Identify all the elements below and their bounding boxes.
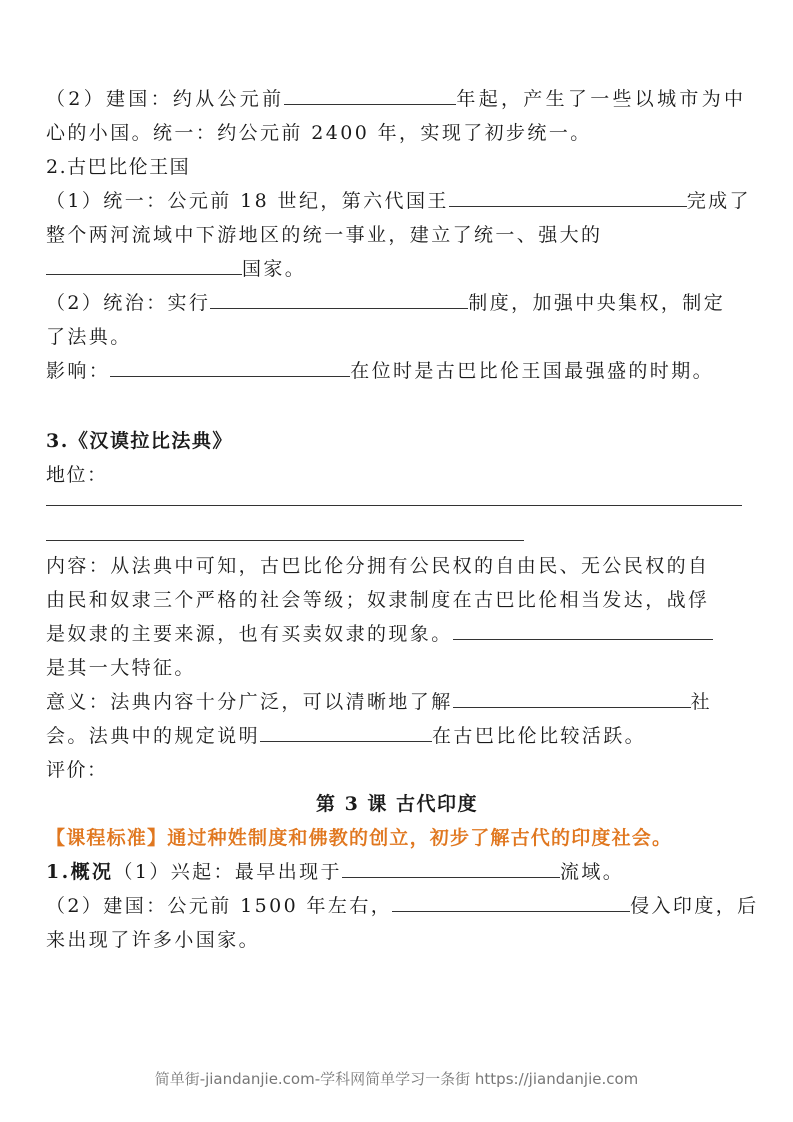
fill-blank[interactable] <box>392 889 630 912</box>
line-meaning-cont <box>46 719 748 753</box>
text: 了法典。 <box>46 326 132 348</box>
text: 影响： <box>46 360 111 382</box>
line-founding <box>46 82 748 116</box>
line-india-founding <box>46 889 759 923</box>
line-overview <box>46 855 748 889</box>
text: 年起，产生了一些以城市为中 <box>456 88 747 110</box>
line-evaluation <box>46 753 748 787</box>
footer-watermark: 简单街-jiandanjie.com-学科网简单学习一条街 https://jiandanjie.com <box>154 1070 639 1088</box>
fill-blank[interactable] <box>453 685 691 708</box>
text: 地位： <box>46 464 108 486</box>
line-meaning <box>46 685 748 719</box>
text: 来出现了许多小国家。 <box>46 929 261 951</box>
line-content-1 <box>46 549 748 583</box>
text: 是其一大特征。 <box>46 657 196 679</box>
lesson-title <box>46 787 748 821</box>
line-unify-end <box>46 252 748 286</box>
section-title-code <box>46 424 748 458</box>
text: 制度，加强中央集权，制定 <box>468 292 726 314</box>
line-impact <box>46 354 748 388</box>
text: （1）统一：公元前 18 世纪，第六代国王 <box>46 190 449 212</box>
text: 2.古巴比伦王国 <box>46 156 191 178</box>
text: 3.《汉谟拉比法典》 <box>46 430 233 452</box>
line-rule <box>46 286 748 320</box>
text: 在位时是古巴比伦王国最强盛的时期。 <box>350 360 715 382</box>
fill-blank[interactable] <box>453 617 713 640</box>
text: 意义：法典内容十分广泛，可以清晰地了解 <box>46 691 453 713</box>
fill-blank[interactable] <box>260 719 432 742</box>
line-unification <box>46 116 748 150</box>
text: 整个两河流域中下游地区的统一事业，建立了统一、强大的 <box>46 224 603 246</box>
text: （2）建国：约从公元前 <box>46 88 285 110</box>
text: 侵入印度，后 <box>630 895 759 917</box>
text: 会。法典中的规定说明 <box>46 725 261 747</box>
text: 【课程标准】通过种姓制度和佛教的创立，初步了解古代的印度社会。 <box>46 827 673 849</box>
text: 第 3 课 古代印度 <box>315 793 479 815</box>
worksheet-page <box>46 82 759 957</box>
fill-blank[interactable] <box>46 252 242 275</box>
text: 心的小国。统一：约公元前 2400 年，实现了初步统一。 <box>46 122 592 144</box>
text: （2）统治：实行 <box>46 292 211 314</box>
course-standard <box>46 821 748 855</box>
text: 国家。 <box>242 258 307 280</box>
fill-blank[interactable] <box>342 855 560 878</box>
line-status <box>46 458 748 492</box>
line-unify-cont <box>46 218 748 252</box>
fill-blank[interactable] <box>449 184 687 207</box>
text: 评价： <box>46 759 108 781</box>
section-title-babylon <box>46 150 748 184</box>
overview-label: 1.概况 <box>46 861 114 883</box>
line-content-4 <box>46 651 748 685</box>
fill-blank[interactable] <box>284 82 456 105</box>
text: 在古巴比伦比较活跃。 <box>432 725 647 747</box>
line-content-2 <box>46 583 748 617</box>
fill-blank[interactable] <box>110 354 350 377</box>
fill-blank[interactable] <box>210 286 468 309</box>
text: 流域。 <box>559 861 625 883</box>
line-content-3 <box>46 617 748 651</box>
text: 是奴隶的主要来源，也有买卖奴隶的现象。 <box>46 623 453 645</box>
line-rule-end <box>46 320 748 354</box>
text: 由民和奴隶三个严格的社会等级；奴隶制度在古巴比伦相当发达，战俘 <box>46 589 710 611</box>
text: 内容：从法典中可知，古巴比伦分拥有公民权的自由民、无公民权的自 <box>46 555 710 577</box>
text: 完成了 <box>686 190 751 212</box>
text: （2）建国：公元前 1500 年左右， <box>46 895 393 917</box>
text: （1）兴起：最早出现于 <box>113 861 342 883</box>
line-india-founding-cont <box>46 923 748 957</box>
line-unify <box>46 184 751 218</box>
text: 社 <box>690 691 713 713</box>
